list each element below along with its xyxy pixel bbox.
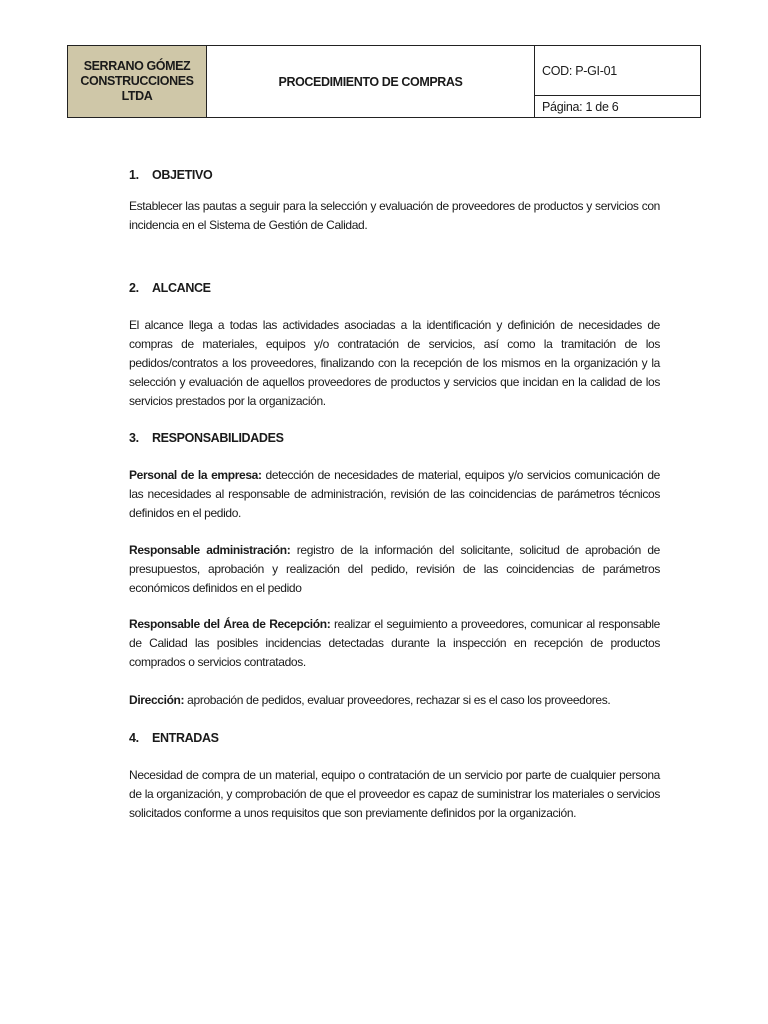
section-number: 4. xyxy=(129,731,139,745)
section-heading-responsabilidades xyxy=(129,431,284,445)
document-title: PROCEDIMIENTO DE COMPRAS xyxy=(207,46,535,118)
entradas-paragraph: Necesidad de compra de un material, equipo o contratación de un servicio por parte de cualquier persona de la organización, y comprobación de que el proveedor es capaz de suministrar los materiales o servicios solicitados conforme a unos requisitos que son previamente definidos por la organización. xyxy=(129,768,660,820)
section-number: 3. xyxy=(129,431,139,445)
section-heading-entradas xyxy=(129,731,219,745)
responsibility-text: detección de necesidades de material, equipos y/o servicios comunicación de las necesidades al responsable de administración, revisión de las coincidencias de parámetros técnicos definidos en el pedido. xyxy=(129,468,661,520)
responsibility-label: Personal de la empresa: xyxy=(129,468,262,482)
responsibility-recepcion xyxy=(129,615,660,672)
objetivo-paragraph: Establecer las pautas a seguir para la selección y evaluación de proveedores de productos y servicios con incidencia en el Sistema de Gestión de Calidad. xyxy=(129,199,660,232)
company-name-cell xyxy=(68,46,207,118)
responsibility-administracion xyxy=(129,541,660,598)
document-code: COD: P-GI-01 xyxy=(535,46,701,96)
responsibility-label: Responsable administración: xyxy=(129,543,291,557)
company-name-line-2: CONSTRUCCIONES xyxy=(80,74,194,88)
alcance-paragraph: El alcance llega a todas las actividades asociadas a la identificación y definición de necesidades de compras de materiales, equipos y/o contratación de servicios, así como la tramitación de los pedidos/contratos a los proveedores, finalizando con la recepción de los mismos en la organización y la selección y evaluación de aquellos proveedores de productos y servicios que incidan en la calidad de los servicios prestados por la organización. xyxy=(129,318,660,408)
section-number: 1. xyxy=(129,168,139,182)
responsibility-personal xyxy=(129,466,660,523)
responsibility-text: realizar el seguimiento a proveedores, comunicar al responsable de Calidad las posibles incidencias detectadas durante la inspección en recepción de productos comprados o servicios contratados. xyxy=(129,617,660,669)
section-title: ENTRADAS xyxy=(152,731,219,745)
section-heading-alcance xyxy=(129,281,211,295)
section-heading-objetivo xyxy=(129,168,212,182)
responsibility-label: Responsable del Área de Recepción: xyxy=(129,617,331,631)
section-number: 2. xyxy=(129,281,139,295)
section-title: OBJETIVO xyxy=(152,168,213,182)
section-title: ALCANCE xyxy=(152,281,211,295)
responsibility-label: Dirección: xyxy=(129,693,185,707)
company-name-line-1: SERRANO GÓMEZ xyxy=(83,59,191,73)
section-title: RESPONSABILIDADES xyxy=(152,431,284,445)
company-name-line-3: LTDA xyxy=(121,89,153,103)
responsibility-text: aprobación de pedidos, evaluar proveedores, rechazar si es el caso los proveedores. xyxy=(184,693,611,707)
responsibility-direccion xyxy=(129,691,660,710)
document-header-table xyxy=(67,45,701,118)
page-number: Página: 1 de 6 xyxy=(535,96,701,118)
responsibility-text: registro de la información del solicitante, solicitud de aprobación de presupuestos, aprobación y realización del pedido, revisión de las coincidencias de parámetros económicos definidos en el pedido xyxy=(129,543,660,595)
